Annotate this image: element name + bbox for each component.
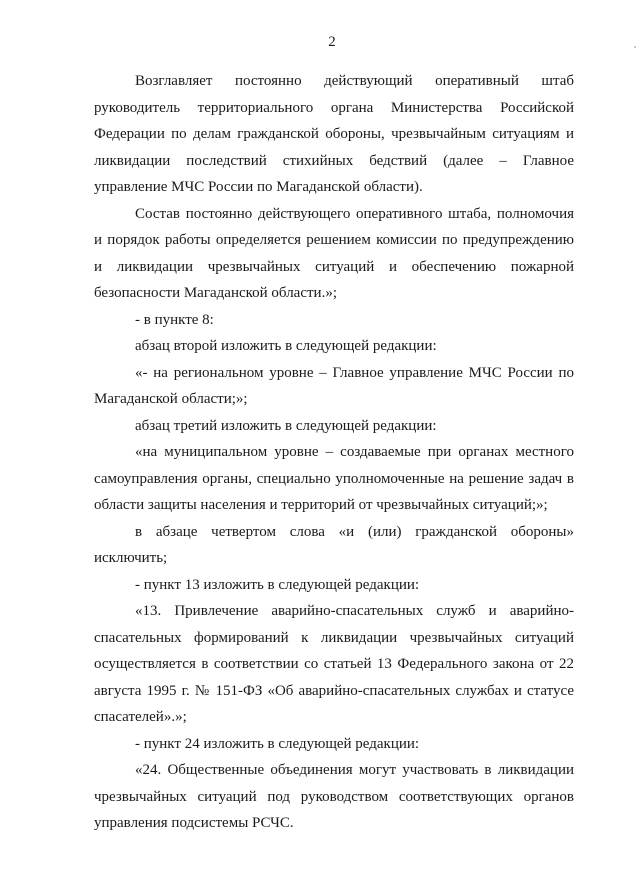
- paragraph-item-13-intro: - пункт 13 изложить в следующей редакции:: [135, 576, 420, 593]
- paragraph-item-24-intro: - пункт 24 изложить в следующей редакции:: [135, 735, 420, 752]
- paragraph-abzac-4-exclusion: в абзаце четвертом слова «и (или) гражданской обороны» исключить;: [94, 523, 574, 566]
- paragraph-municipal-level: «на муниципальном уровне – создаваемые при органах местного самоуправления органы, специально уполномоченные на решение задач в области защиты населения и территорий от чрезвычайных ситуаций;»;: [94, 444, 574, 513]
- paragraph-item-8-intro: - в пункте 8:: [135, 311, 214, 328]
- paragraph-abzac-3-instruction: абзац третий изложить в следующей редакции:: [135, 417, 437, 434]
- paragraph-headquarters-composition: Состав постоянно действующего оперативного штаба, полномочия и порядок работы определяется решением комиссии по предупреждению и ликвидации чрезвычайных ситуаций и обеспечению пожарной безопасности Магаданской области.»;: [94, 205, 574, 301]
- paragraph-item-13-text: «13. Привлечение аварийно-спасательных служб и аварийно-спасательных формирований к ликвидации чрезвычайных ситуаций осуществляется в соответствии со статьей 13 Федерального закона от 22 августа 1995 г. № 151-ФЗ «Об аварийно-спасательных службах и статусе спасателей».»;: [94, 603, 574, 725]
- paragraph-item-24-text: «24. Общественные объединения могут участвовать в ликвидации чрезвычайных ситуаций под руководством соответствующих органов управления подсистемы РСЧС.: [94, 762, 574, 831]
- page-number: 2: [328, 34, 336, 50]
- paragraph-regional-level: «- на региональном уровне – Главное управление МЧС России по Магаданской области;»;: [94, 364, 574, 407]
- paragraph-headquarters-head: Возглавляет постоянно действующий оперативный штаб руководитель территориального органа Министерства Российской Федерации по делам гражданской обороны, чрезвычайным ситуациям и ликвидации последствий стихийных бедствий (далее – Главное управление МЧС России по Магаданской области).: [94, 73, 574, 195]
- document-body: [94, 68, 574, 837]
- paragraph-abzac-2-instruction: абзац второй изложить в следующей редакции:: [135, 338, 437, 354]
- scan-speck: [634, 46, 636, 48]
